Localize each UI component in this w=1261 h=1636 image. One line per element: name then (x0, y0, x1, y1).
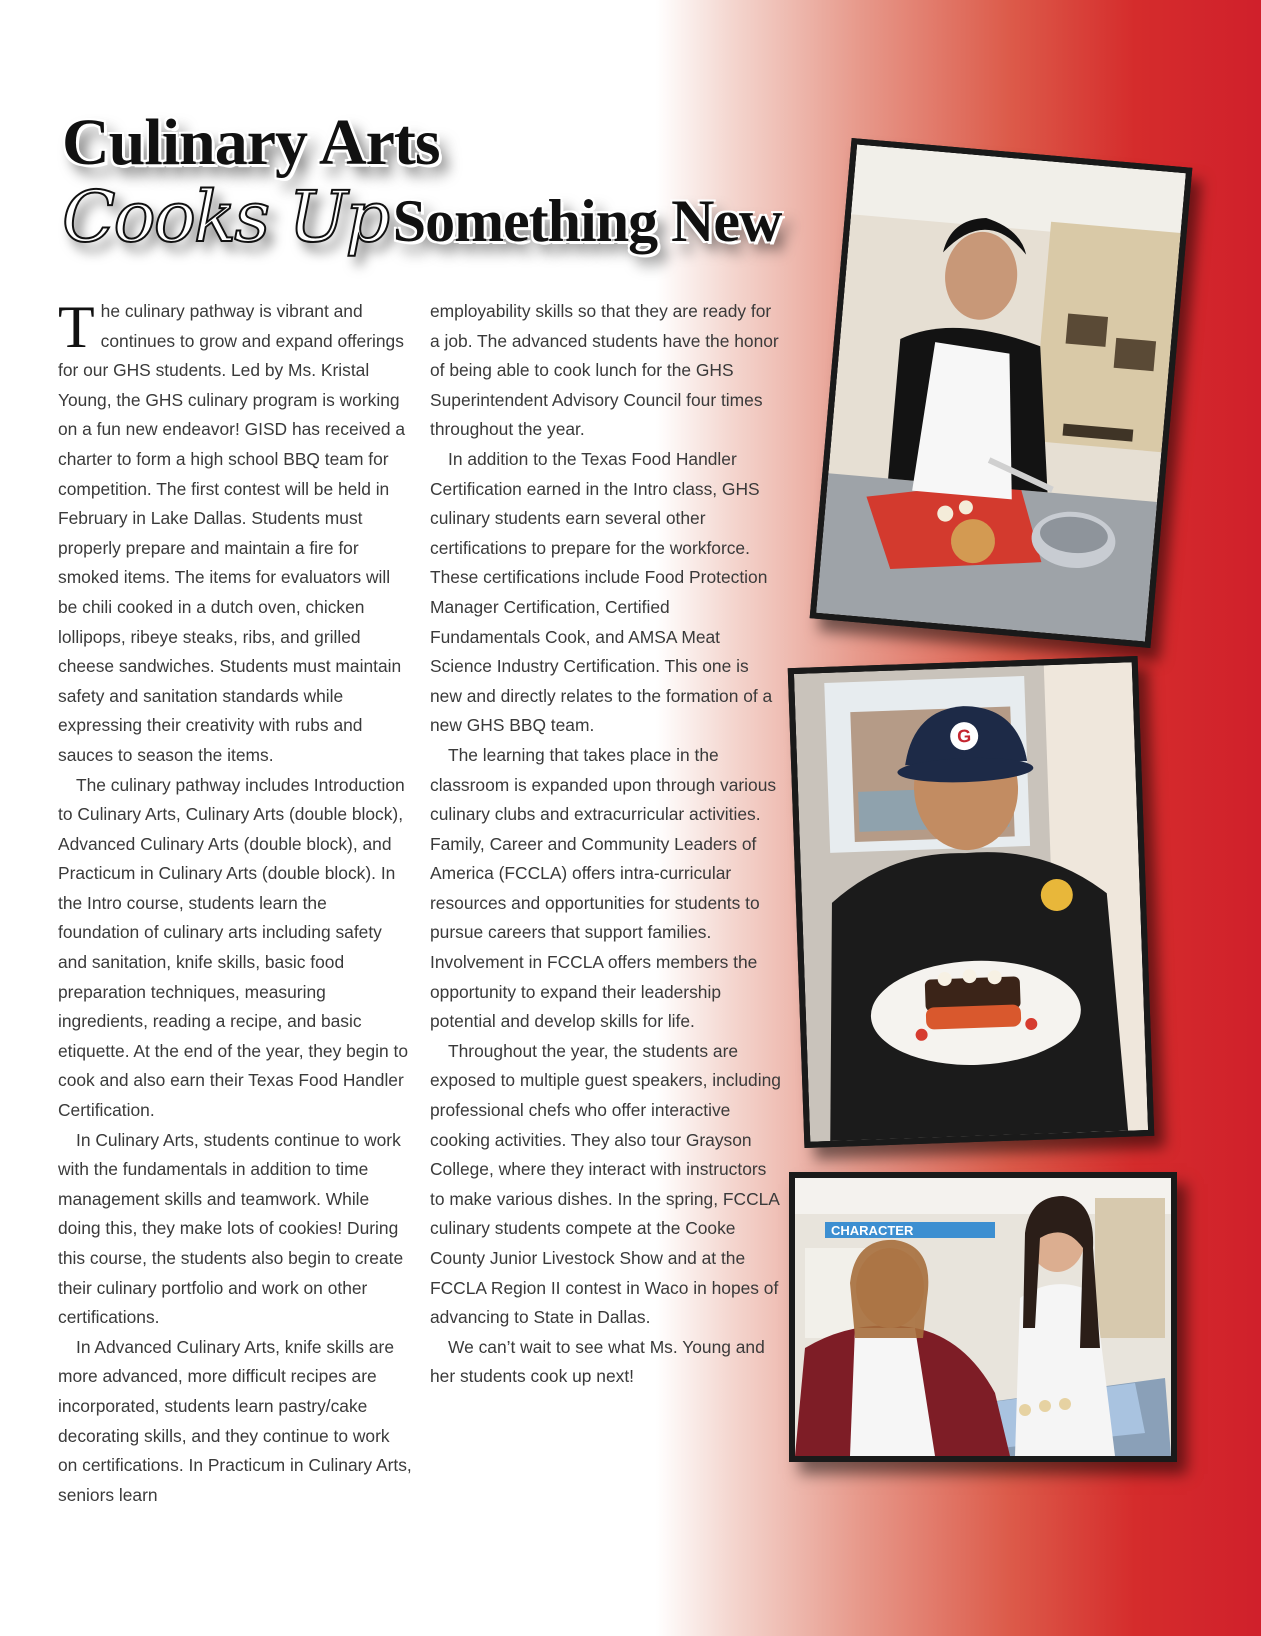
headline-line1: Culinary Arts (62, 106, 440, 179)
photo-students-prep-table (789, 1172, 1177, 1462)
article-paragraph: We can’t wait to see what Ms. Young and her students cook up next! (430, 1336, 765, 1387)
article-paragraph: In Advanced Culinary Arts, knife skills are more advanced, more difficult recipes are incorporated, students learn pastry/cake decorating skills, and they continue to work on certifications. In Practicum in Culinary Arts, seniors learn (58, 1336, 412, 1505)
article-paragraph: Throughout the year, the students are exposed to multiple guest speakers, including professional chefs who offer interactive cooking activities. They also tour Grayson College, where they interact with instructors to make various dishes. In the spring, FCCLA culinary students compete at the Cooke County Junior Livestock Show and at the FCCLA Region II contest in Waco in hopes of advancing to State in Dallas. (430, 1040, 781, 1328)
classroom-banner-text: CHARACTER (831, 1223, 914, 1238)
article-paragraph: employability skills so that they are ready for a job. The advanced students have the honor of being able to cook lunch for the GHS Superintendent Advisory Council four times throughout the year. (430, 301, 779, 440)
photo-student-chopping-image (816, 145, 1186, 642)
article-paragraph: The culinary pathway is vibrant and continues to grow and expand offerings for our GHS students. Led by Ms. Kristal Young, the GHS culinary program is working on a fun new endeavor! GISD has received a charter to form a high school BBQ team for competition. The first contest will be held in February in Lake Dallas. Students must properly prepare and maintain a fire for smoked items. The items for evaluators will be chili cooked in a dutch oven, chicken lollipops, ribeye steaks, ribs, and grilled cheese sandwiches. Students must maintain safety and sanitation standards while expressing their creativity with rubs and sauces to season the items. (58, 294, 406, 765)
photo-student-plated-dessert-image (794, 662, 1148, 1142)
photo-student-chopping (810, 138, 1193, 648)
article-column-left (58, 294, 412, 1510)
headline-script-text: Cooks Up (62, 176, 389, 258)
article-paragraph: In addition to the Texas Food Handler Certification earned in the Intro class, GHS culinary students earn several other certifications to prepare for the workforce. These certifications include Food Protection Manager Certification, Certified Fundamentals Cook, and AMSA Meat Science Industry Certification. This one is new and directly relates to the formation of a new GHS BBQ team. (430, 448, 773, 736)
article-paragraph: The learning that takes place in the classroom is expanded upon through various culinary clubs and extracurricular activities. Family, Career and Community Leaders of America (FCCLA) offers intra-curricular resources and opportunities for students to pursue careers that support families. Involvement in FCCLA offers members the opportunity to expand their leadership potential and develop skills for life. (430, 744, 777, 1032)
headline-line2 (62, 176, 882, 258)
photo-students-prep-table-image (795, 1178, 1171, 1456)
headline (62, 108, 882, 258)
article-paragraph: The culinary pathway includes Introduction to Culinary Arts, Culinary Arts (double block), Advanced Culinary Arts (double block), and Practicum in Culinary Arts (double block). In the Intro course, students learn the foundation of culinary arts including safety and sanitation, knife skills, basic food preparation techniques, measuring ingredients, reading a recipe, and basic etiquette. At the end of the year, they begin to cook and also earn their Texas Food Handler Certification. (58, 774, 409, 1121)
headline-bold-text: Something New (392, 188, 782, 254)
article-column-right (430, 297, 782, 1392)
photo-student-plated-dessert (788, 656, 1155, 1148)
drop-cap: T (58, 294, 95, 360)
article-paragraph: In Culinary Arts, students continue to work with the fundamentals in addition to time management skills and teamwork. While doing this, they make lots of cookies! During this course, the students also begin to create their culinary portfolio and work on other certifications. (58, 1129, 404, 1328)
cap-logo-letter: G (956, 725, 972, 747)
